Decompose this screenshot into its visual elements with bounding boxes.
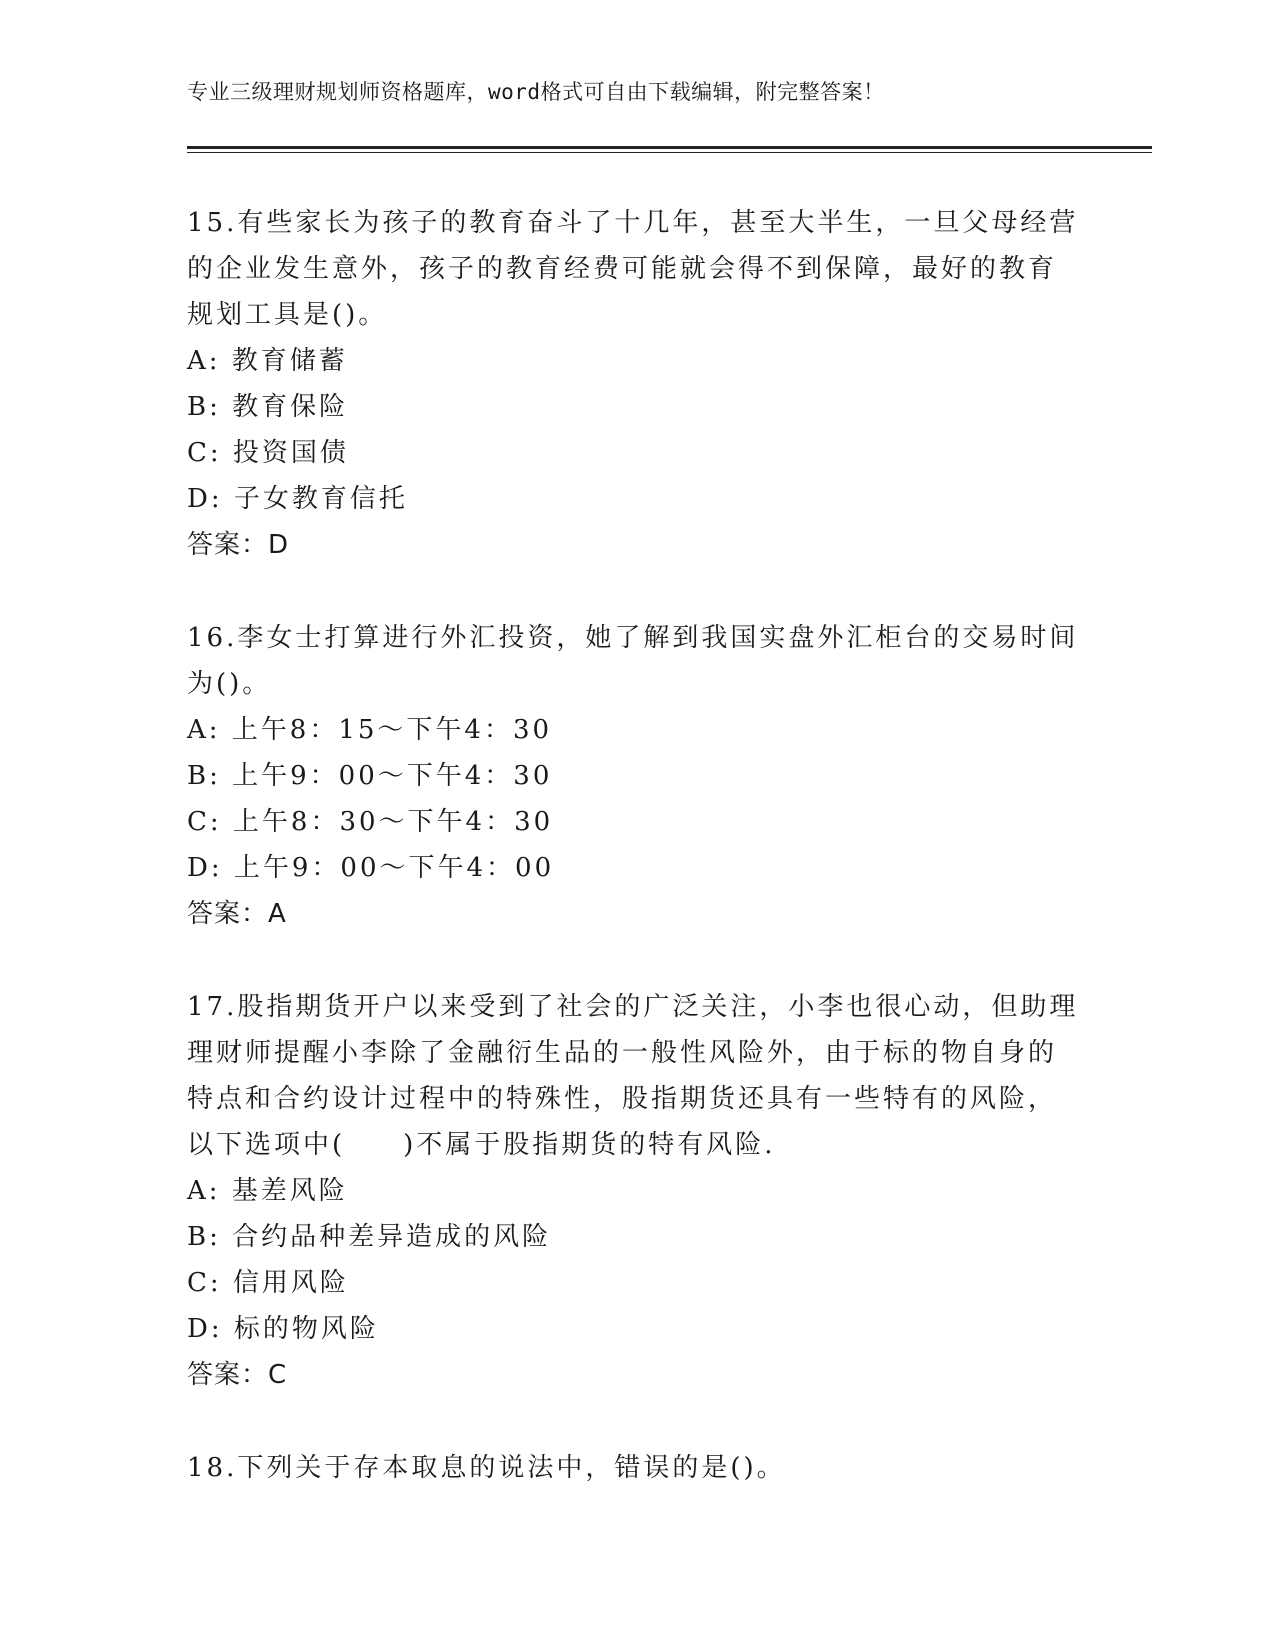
stem-line: 的企业发生意外，孩子的教育经费可能就会得不到保障，最好的教育	[187, 254, 1058, 284]
option-d: D: 标的物风险	[187, 1314, 379, 1344]
stem-line: 15.有些家长为孩子的教育奋斗了十几年，甚至大半生，一旦父母经营	[187, 208, 1079, 238]
option-d: D: 上午9：00～下午4：00	[187, 853, 555, 883]
option-a: A: 基差风险	[187, 1176, 348, 1206]
page-header: 专业三级理财规划师资格题库，word格式可自由下载编辑，附完整答案！	[187, 80, 885, 104]
option-c: C: 信用风险	[187, 1268, 349, 1298]
question-15	[187, 200, 1087, 568]
question-stem	[187, 200, 1087, 338]
stem-line: 为()。	[187, 669, 272, 699]
question-17	[187, 984, 1087, 1398]
option-a: A: 上午8：15～下午4：30	[187, 715, 553, 745]
question-18	[187, 1445, 1087, 1491]
option-b: B: 教育保险	[187, 392, 349, 422]
option-b: B: 上午9：00～下午4：30	[187, 761, 553, 791]
question-stem	[187, 615, 1087, 707]
option-a: A: 教育储蓄	[187, 346, 348, 376]
question-stem	[187, 1445, 1087, 1491]
question-16	[187, 615, 1087, 937]
stem-line: 16.李女士打算进行外汇投资，她了解到我国实盘外汇柜台的交易时间	[187, 623, 1079, 653]
answer: 答案：C	[187, 1360, 288, 1390]
stem-line: 理财师提醒小李除了金融衍生品的一般性风险外，由于标的物自身的	[187, 1038, 1058, 1068]
option-b: B: 合约品种差异造成的风险	[187, 1222, 552, 1252]
header-rule-thin	[187, 152, 1152, 153]
stem-line: 17.股指期货开户以来受到了社会的广泛关注，小李也很心动，但助理	[187, 992, 1079, 1022]
header-rule	[187, 146, 1152, 149]
answer: 答案：D	[187, 530, 290, 560]
question-stem	[187, 984, 1087, 1168]
option-c: C: 上午8：30～下午4：30	[187, 807, 554, 837]
option-d: D: 子女教育信托	[187, 484, 408, 514]
answer: 答案：A	[187, 899, 287, 929]
stem-line: 18.下列关于存本取息的说法中，错误的是()。	[187, 1453, 786, 1483]
stem-line: 以下选项中( )不属于股指期货的特有风险.	[187, 1130, 776, 1160]
stem-line: 规划工具是()。	[187, 300, 388, 330]
option-c: C: 投资国债	[187, 438, 349, 468]
stem-line: 特点和合约设计过程中的特殊性，股指期货还具有一些特有的风险，	[187, 1084, 1058, 1114]
question-list	[187, 200, 1087, 1538]
